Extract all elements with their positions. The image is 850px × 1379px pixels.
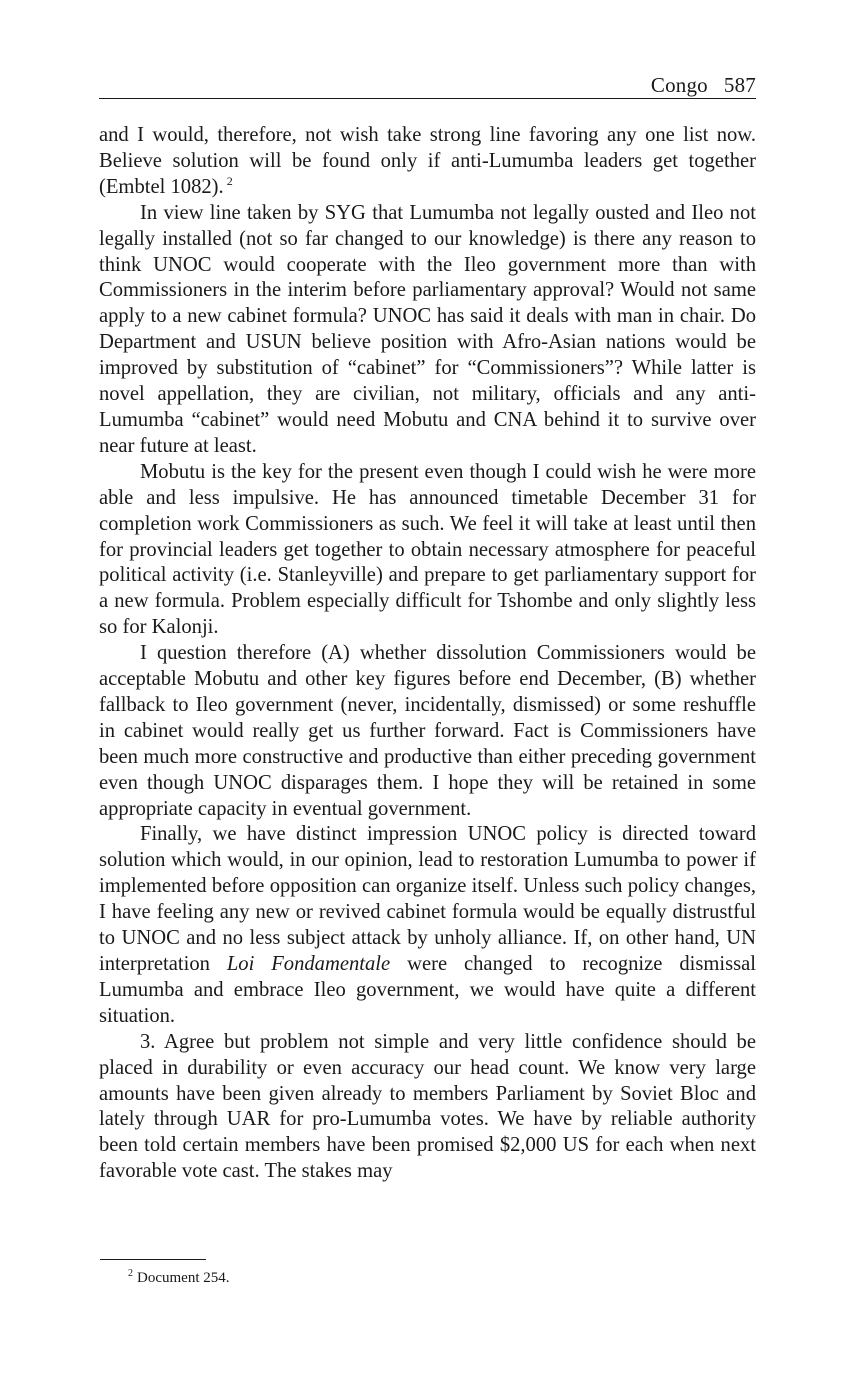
footnote-text: Document 254. bbox=[137, 1270, 230, 1286]
document-body bbox=[99, 123, 756, 1185]
italic-title: Loi Fondamentale bbox=[226, 953, 391, 975]
footnote-divider bbox=[100, 1259, 206, 1260]
paragraph-1-text: and I would, therefore, not wish take strong line favoring any one list now. Believe solution will be found only if anti-Lumumba leaders get together (Embtel 1082). bbox=[99, 124, 756, 198]
paragraph-5-text-start: Finally, we have distinct impression UNOC policy is directed toward solution which would, in our opinion, lead to restoration Lumumba to power if implemented before opposition can organize itself. Unless such policy changes, I have feeling any new or revived cabinet formula would be equally distrustful to UNOC and no less subject attack by unholy alliance. If, on other hand, UN interpretation bbox=[99, 823, 756, 975]
paragraph-5 bbox=[99, 822, 756, 1029]
running-title: Congo bbox=[650, 73, 708, 97]
footnote-mark: 2 bbox=[128, 1268, 133, 1279]
paragraph-5-text-end: were changed to recognize dismissal Lumumba and embrace Ileo government, we would have quite a different situation. bbox=[99, 953, 756, 1027]
footnote bbox=[128, 1268, 229, 1288]
running-header bbox=[99, 72, 756, 99]
paragraph-1 bbox=[99, 123, 756, 201]
paragraph-2: In view line taken by SYG that Lumumba not legally ousted and Ileo not legally installed (not so far changed to our knowledge) is there any reason to think UNOC would cooperate with the Ileo government more than with Commissioners in the interim before parliamentary approval? Would not same apply to a new cabinet formula? UNOC has said it deals with man in chair. Do Department and USUN believe position with Afro-Asian nations would be improved by substitution of “cabinet” for “Commissioners”? While latter is novel appellation, they are civilian, not military, officials and any anti-Lumumba “cabinet” would need Mobutu and CNA behind it to survive over near future at least. bbox=[99, 201, 756, 457]
paragraph-4: I question therefore (A) whether dissolution Commissioners would be acceptable Mobutu and other key figures before end December, (B) whether fallback to Ileo government (never, incidentally, dismissed) or some reshuffle in cabinet would really get us further forward. Fact is Commissioners have been much more constructive and productive than either preceding government even though UNOC disparages them. I hope they will be retained in some appropriate capacity in eventual government. bbox=[99, 642, 756, 820]
paragraph-3: Mobutu is the key for the present even though I could wish he were more able and less impulsive. He has announced timetable December 31 for completion work Commissioners as such. We feel it will take at least until then for provincial leaders get together to obtain necessary atmosphere for peaceful political activity (i.e. Stanleyville) and prepare to get parliamentary support for a new formula. Problem especially difficult for Tshombe and only slightly less so for Kalonji. bbox=[99, 460, 756, 639]
footnote-reference: 2 bbox=[226, 173, 233, 188]
paragraph-6: 3. Agree but problem not simple and very little confidence should be placed in durability or even accuracy our head count. We know very large amounts have been given already to members Parliament by Soviet Bloc and lately through UAR for pro-Lumumba votes. We have by reliable authority been told certain members have been promised $2,000 US for each when next favorable vote cast. The stakes may bbox=[99, 1030, 756, 1183]
page-number: 587 bbox=[723, 73, 756, 97]
